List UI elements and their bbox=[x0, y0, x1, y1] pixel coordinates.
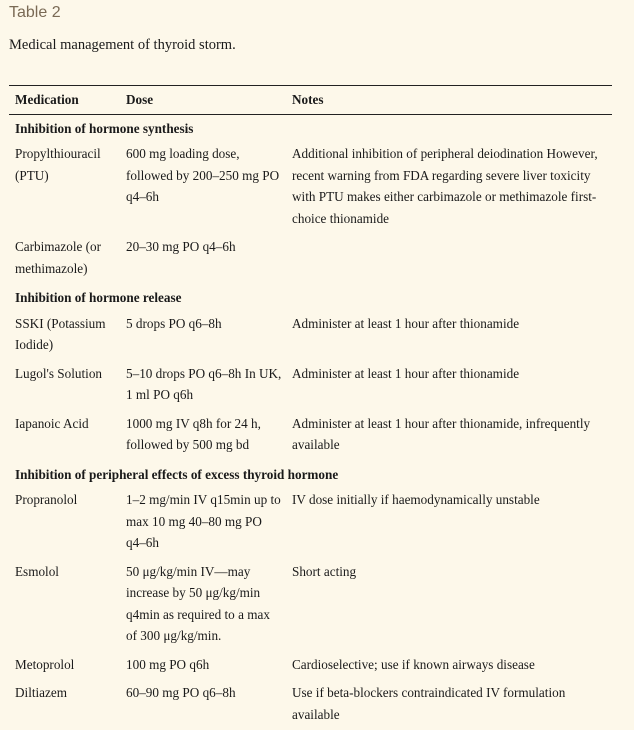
table-label: Table 2 bbox=[9, 4, 61, 21]
header-row bbox=[9, 86, 612, 115]
section-title: Inhibition of hormone synthesis bbox=[15, 120, 194, 136]
table-row bbox=[9, 234, 612, 284]
table-row bbox=[9, 652, 612, 681]
table-row bbox=[9, 311, 612, 361]
table-row bbox=[9, 559, 612, 652]
medication-table bbox=[9, 85, 612, 730]
cell-dose: 100 mg PO q6h bbox=[126, 656, 210, 672]
section-title: Inhibition of hormone release bbox=[15, 290, 182, 305]
cell-notes: Short acting bbox=[292, 563, 357, 579]
table-row bbox=[9, 680, 612, 730]
cell-dose: 5–10 drops PO q6–8h In UK, 1 ml PO q6h bbox=[126, 365, 282, 402]
cell-notes: Use if beta-blockers contraindicated IV formulation available bbox=[292, 685, 566, 722]
cell-dose: 1000 mg IV q8h for 24 h, followed by 500 mg bd bbox=[126, 415, 261, 452]
table-row bbox=[9, 487, 612, 559]
cell-notes bbox=[286, 234, 612, 284]
cell-dose: 5 drops PO q6–8h bbox=[126, 315, 222, 331]
section-row bbox=[9, 114, 612, 141]
cell-medication: SSKI (Potassium Iodide) bbox=[15, 315, 106, 352]
cell-medication: Propylthiouracil (PTU) bbox=[15, 146, 101, 183]
section-row bbox=[9, 461, 612, 488]
header-dose: Dose bbox=[120, 86, 286, 115]
cell-medication: Esmolol bbox=[15, 563, 59, 579]
cell-medication: Carbimazole (or methimazole) bbox=[15, 239, 102, 276]
cell-medication: Iapanoic Acid bbox=[15, 415, 89, 431]
cell-dose: 1–2 mg/min IV q15min up to max 10 mg 40–80 mg PO q4–6h bbox=[126, 492, 281, 550]
cell-dose: 60–90 mg PO q6–8h bbox=[126, 685, 236, 700]
cell-notes: Additional inhibition of peripheral deiodination However, recent warning from FDA regarding severe liver toxicity with PTU makes either carbimazole or methimazole first-choice thionamide bbox=[292, 146, 598, 226]
cell-notes: Cardioselective; use if known airways disease bbox=[292, 656, 535, 672]
table-row bbox=[9, 411, 612, 461]
cell-notes: Administer at least 1 hour after thionamide bbox=[292, 315, 520, 331]
table-row bbox=[9, 361, 612, 411]
table-row bbox=[9, 141, 612, 234]
cell-notes: Administer at least 1 hour after thionamide bbox=[292, 365, 520, 381]
cell-medication: Propranolol bbox=[15, 492, 78, 507]
cell-medication: Diltiazem bbox=[15, 685, 67, 700]
header-medication: Medication bbox=[9, 86, 120, 115]
cell-notes: IV dose initially if haemodynamically unstable bbox=[292, 492, 540, 507]
cell-dose: 50 μg/kg/min IV—may increase by 50 μg/kg/min q4min as required to a max of 300 μg/kg/min. bbox=[126, 563, 270, 643]
header-notes: Notes bbox=[286, 86, 612, 115]
cell-dose: 600 mg loading dose, followed by 200–250 mg PO q4–6h bbox=[126, 146, 280, 204]
cell-medication: Metoprolol bbox=[15, 656, 75, 672]
section-title: Inhibition of peripheral effects of excess thyroid hormone bbox=[15, 466, 339, 482]
table-caption: Medical management of thyroid storm. bbox=[9, 37, 236, 53]
cell-medication: Lugol's Solution bbox=[15, 365, 103, 381]
cell-notes: Administer at least 1 hour after thionamide, infrequently available bbox=[292, 415, 591, 452]
section-row bbox=[9, 284, 612, 311]
cell-dose: 20–30 mg PO q4–6h bbox=[126, 239, 236, 254]
